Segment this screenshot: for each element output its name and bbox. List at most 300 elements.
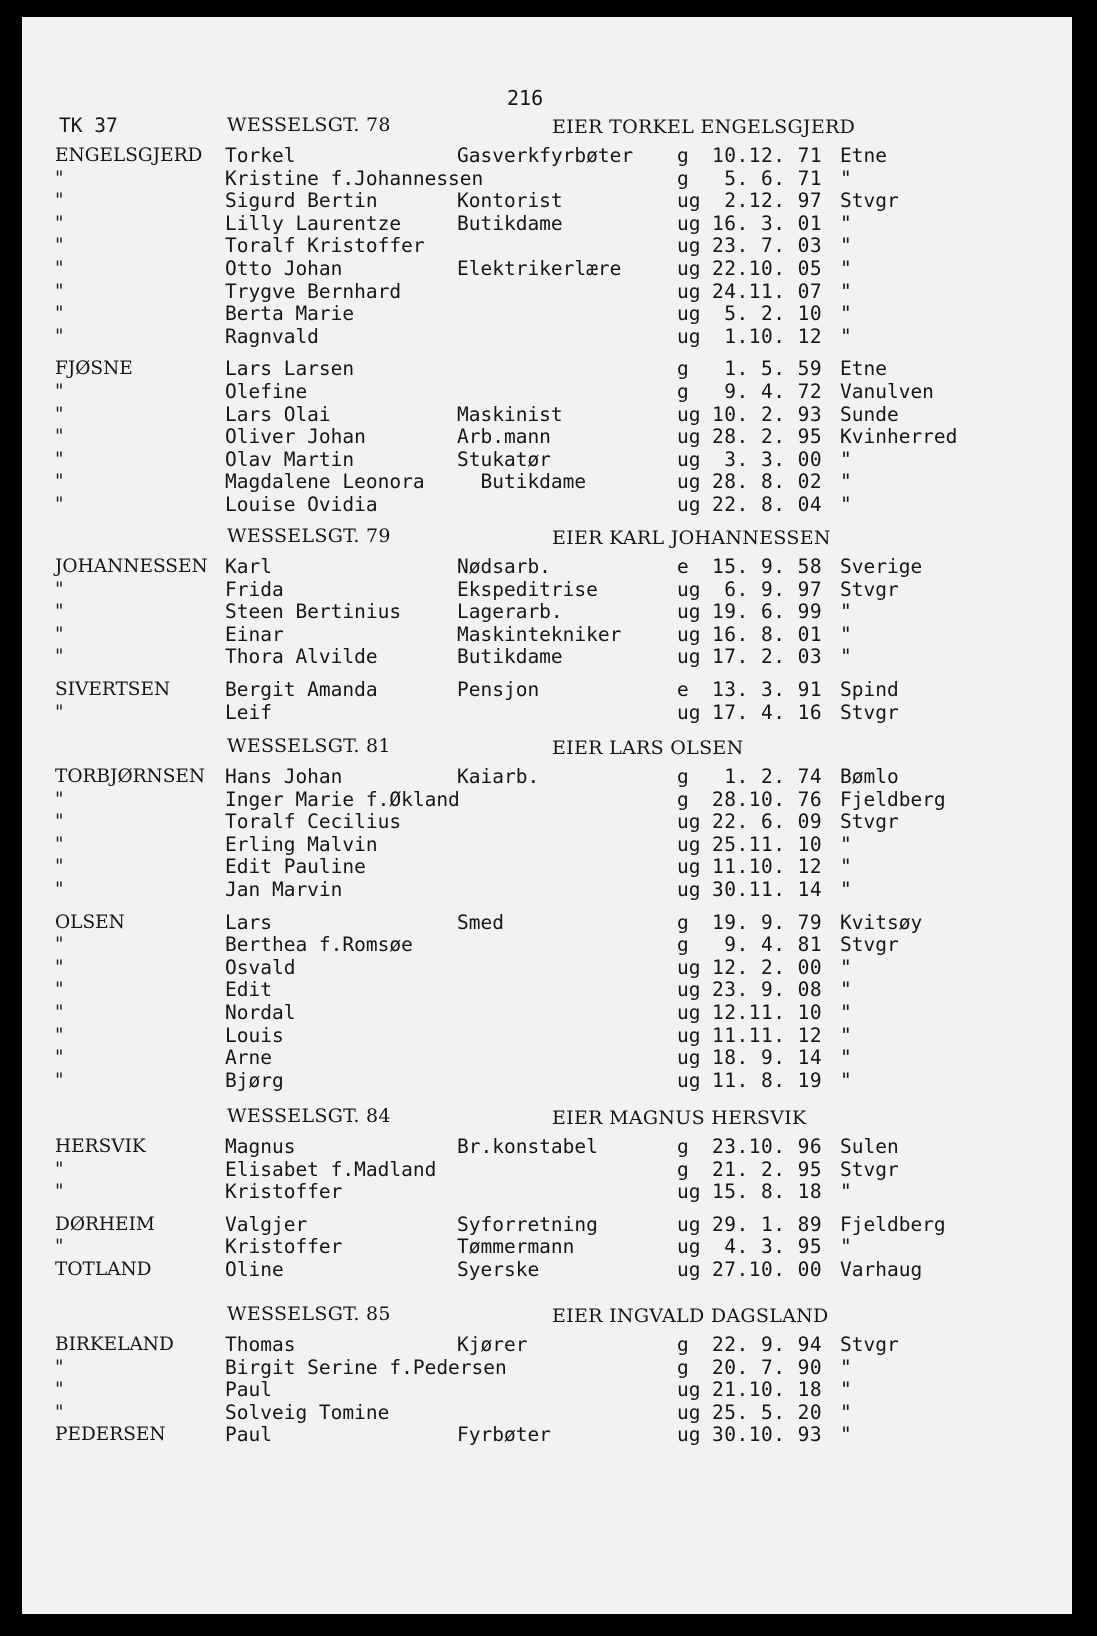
birth-date: 5. 2. 10 xyxy=(712,302,823,326)
given-name: Steen Bertinius xyxy=(225,600,402,624)
resident-row xyxy=(22,493,1072,516)
birth-date: 28. 8. 02 xyxy=(712,470,823,494)
marital-status: ug xyxy=(677,577,701,601)
birth-place: Fjeldberg xyxy=(840,787,946,811)
given-name: Edit Pauline xyxy=(225,855,366,879)
marital-status: ug xyxy=(677,855,701,879)
birth-date: 23.10. 96 xyxy=(712,1135,823,1158)
birth-date: 10.12. 71 xyxy=(712,144,823,167)
marital-status: ug xyxy=(677,622,701,646)
birth-place: " xyxy=(840,1180,852,1204)
birth-place: " xyxy=(840,492,852,516)
occupation: Kontorist xyxy=(457,189,563,213)
birth-date: 24.11. 07 xyxy=(712,279,823,303)
marital-status: g xyxy=(677,166,689,190)
birth-place: " xyxy=(840,1400,852,1424)
surname: " xyxy=(55,856,64,878)
address-section xyxy=(22,1105,1072,1281)
street-address: WESSELSGT. 79 xyxy=(227,525,391,547)
birth-place: " xyxy=(840,324,852,348)
birth-date: 22.10. 05 xyxy=(712,256,823,280)
marital-status: g xyxy=(677,1157,689,1181)
birth-place: " xyxy=(840,211,852,235)
given-name: Edit xyxy=(225,978,272,1002)
given-name: Magnus xyxy=(225,1135,296,1158)
marital-status: g xyxy=(677,910,689,934)
given-name: Lars Olai xyxy=(225,402,331,426)
birth-date: 22. 8. 04 xyxy=(712,492,823,516)
birth-date: 5. 6. 71 xyxy=(712,166,823,190)
given-name: Thomas xyxy=(225,1333,296,1356)
owner-name: EIER MAGNUS HERSVIK xyxy=(552,1107,807,1129)
given-name: Otto Johan xyxy=(225,256,343,280)
birth-date: 13. 3. 91 xyxy=(712,677,823,701)
marital-status: ug xyxy=(677,1046,701,1070)
birth-date: 17. 4. 16 xyxy=(712,700,823,724)
given-name: Lars Larsen xyxy=(225,357,355,381)
surname: " xyxy=(55,190,64,212)
birth-place: Spind xyxy=(840,677,899,701)
birth-place: " xyxy=(840,1378,852,1402)
given-name: Thora Alvilde xyxy=(225,645,378,669)
surname: " xyxy=(55,380,64,402)
marital-status: ug xyxy=(677,1023,701,1047)
occupation: Elektrikerlære xyxy=(457,256,622,280)
resident-row xyxy=(22,189,1072,212)
occupation: Maskintekniker xyxy=(457,622,622,646)
occupation: Tømmermann xyxy=(457,1235,575,1259)
street-address: WESSELSGT. 85 xyxy=(227,1303,391,1325)
resident-row xyxy=(22,765,1072,788)
given-name: Einar xyxy=(225,622,284,646)
given-name: Berthea f.Romsøe xyxy=(225,933,413,957)
resident-row xyxy=(22,212,1072,235)
birth-date: 16. 8. 01 xyxy=(712,622,823,646)
surname: PEDERSEN xyxy=(55,1424,166,1446)
birth-place: " xyxy=(840,256,852,280)
given-name: Oliver Johan xyxy=(225,425,366,449)
marital-status: ug xyxy=(677,700,701,724)
birth-date: 19. 9. 79 xyxy=(712,910,823,934)
surname: " xyxy=(55,1024,64,1046)
given-name: Nordal xyxy=(225,1000,296,1024)
birth-place: " xyxy=(840,447,852,471)
marital-status: g xyxy=(677,1135,689,1158)
marital-status: ug xyxy=(677,470,701,494)
birth-date: 1. 2. 74 xyxy=(712,765,823,788)
birth-place: Sulen xyxy=(840,1135,899,1158)
resident-row xyxy=(22,1024,1072,1047)
birth-date: 18. 9. 14 xyxy=(712,1046,823,1070)
resident-row xyxy=(22,257,1072,280)
resident-row xyxy=(22,555,1072,578)
occupation: Maskinist xyxy=(457,402,563,426)
birth-date: 11. 8. 19 xyxy=(712,1068,823,1092)
marital-status: g xyxy=(677,1333,689,1356)
marital-status: e xyxy=(677,677,689,701)
resident-row xyxy=(22,1001,1072,1024)
given-name: Toralf Cecilius xyxy=(225,810,402,834)
given-name: Erling Malvin xyxy=(225,832,378,856)
marital-status: g xyxy=(677,144,689,167)
occupation: Nødsarb. xyxy=(457,555,551,578)
section-header xyxy=(22,735,1072,765)
birth-date: 3. 3. 00 xyxy=(712,447,823,471)
marital-status: ug xyxy=(677,1378,701,1402)
birth-place: Kvitsøy xyxy=(840,910,923,934)
given-name: Elisabet f.Madland xyxy=(225,1157,437,1181)
birth-place: " xyxy=(840,978,852,1002)
birth-place: " xyxy=(840,600,852,624)
page-number: 216 xyxy=(507,86,544,110)
occupation: Butikdame xyxy=(457,470,587,494)
birth-date: 17. 2. 03 xyxy=(712,645,823,669)
marital-status: ug xyxy=(677,402,701,426)
birth-date: 25.11. 10 xyxy=(712,832,823,856)
given-name: Jan Marvin xyxy=(225,877,343,901)
given-name: Louis xyxy=(225,1023,284,1047)
marital-status: g xyxy=(677,933,689,957)
surname: " xyxy=(55,788,64,810)
birth-place: Stvgr xyxy=(840,700,899,724)
birth-date: 9. 4. 81 xyxy=(712,933,823,957)
birth-place: " xyxy=(840,622,852,646)
occupation: Br.konstabel xyxy=(457,1135,598,1158)
marital-status: ug xyxy=(677,302,701,326)
marital-status: ug xyxy=(677,1180,701,1204)
marital-status: ug xyxy=(677,211,701,235)
birth-date: 27.10. 00 xyxy=(712,1257,823,1281)
marital-status: ug xyxy=(677,279,701,303)
birth-date: 12. 2. 00 xyxy=(712,955,823,979)
marital-status: ug xyxy=(677,1000,701,1024)
birth-place: " xyxy=(840,877,852,901)
birth-place: " xyxy=(840,234,852,258)
marital-status: ug xyxy=(677,425,701,449)
resident-row xyxy=(22,1258,1072,1281)
birth-date: 22. 9. 94 xyxy=(712,1333,823,1356)
resident-row xyxy=(22,1401,1072,1424)
given-name: Valgjer xyxy=(225,1212,308,1236)
surname: " xyxy=(55,601,64,623)
surname: " xyxy=(55,956,64,978)
birth-place: Stvgr xyxy=(840,1333,899,1356)
birth-date: 29. 1. 89 xyxy=(712,1212,823,1236)
marital-status: ug xyxy=(677,645,701,669)
resident-row xyxy=(22,678,1072,701)
birth-place: " xyxy=(840,645,852,669)
birth-place: " xyxy=(840,1423,852,1447)
marital-status: ug xyxy=(677,810,701,834)
birth-place: Fjeldberg xyxy=(840,1212,946,1236)
given-name: Ragnvald xyxy=(225,324,319,348)
birth-date: 21. 2. 95 xyxy=(712,1157,823,1181)
birth-place: Sverige xyxy=(840,555,923,578)
birth-place: " xyxy=(840,1235,852,1259)
birth-place: " xyxy=(840,279,852,303)
surname: " xyxy=(55,257,64,279)
surname: " xyxy=(55,1181,64,1203)
given-name: Toralf Kristoffer xyxy=(225,234,425,258)
surname: " xyxy=(55,811,64,833)
street-address: WESSELSGT. 78 xyxy=(227,114,391,136)
given-name: Inger Marie f.Økland xyxy=(225,787,460,811)
owner-name: EIER TORKEL ENGELSGJERD xyxy=(552,116,856,138)
occupation: Arb.mann xyxy=(457,425,551,449)
resident-row xyxy=(22,448,1072,471)
marital-status: ug xyxy=(677,1400,701,1424)
surname: " xyxy=(55,1158,64,1180)
given-name: Oline xyxy=(225,1257,284,1281)
surname: " xyxy=(55,325,64,347)
given-name: Paul xyxy=(225,1378,272,1402)
birth-date: 30.10. 93 xyxy=(712,1423,823,1447)
resident-row xyxy=(22,701,1072,724)
surname: ENGELSGJERD xyxy=(55,145,203,166)
surname: " xyxy=(55,646,64,668)
given-name: Kristoffer xyxy=(225,1235,343,1259)
birth-place: " xyxy=(840,470,852,494)
birth-date: 20. 7. 90 xyxy=(712,1355,823,1379)
surname: " xyxy=(55,934,64,956)
given-name: Bergit Amanda xyxy=(225,677,378,701)
marital-status: ug xyxy=(677,1257,701,1281)
given-name: Louise Ovidia xyxy=(225,492,378,516)
resident-row xyxy=(22,810,1072,833)
resident-row xyxy=(22,1423,1072,1446)
given-name: Kristine f.Johannessen xyxy=(225,166,484,190)
birth-date: 9. 4. 72 xyxy=(712,379,823,403)
resident-row xyxy=(22,144,1072,167)
surname: " xyxy=(55,426,64,448)
given-name: Birgit Serine f.Pedersen xyxy=(225,1355,507,1379)
resident-row xyxy=(22,234,1072,257)
owner-name: EIER LARS OLSEN xyxy=(552,737,744,759)
occupation: Kaiarb. xyxy=(457,765,540,788)
resident-row xyxy=(22,833,1072,856)
marital-status: ug xyxy=(677,324,701,348)
birth-place: " xyxy=(840,855,852,879)
birth-place: Bømlo xyxy=(840,765,899,788)
address-section xyxy=(22,114,1072,516)
given-name: Kristoffer xyxy=(225,1180,343,1204)
owner-name: EIER KARL JOHANNESSEN xyxy=(552,527,831,549)
marital-status: ug xyxy=(677,600,701,624)
birth-place: Stvgr xyxy=(840,810,899,834)
surname: " xyxy=(55,878,64,900)
resident-row xyxy=(22,325,1072,348)
birth-place: Varhaug xyxy=(840,1257,923,1281)
marital-status: g xyxy=(677,357,689,381)
birth-place: " xyxy=(840,1023,852,1047)
resident-row xyxy=(22,645,1072,668)
surname: " xyxy=(55,1236,64,1258)
birth-place: " xyxy=(840,1000,852,1024)
section-header xyxy=(22,525,1072,555)
surname: DØRHEIM xyxy=(55,1213,155,1235)
given-name: Lilly Laurentze xyxy=(225,211,402,235)
address-section xyxy=(22,735,1072,1091)
birth-date: 1. 5. 59 xyxy=(712,357,823,381)
given-name: Leif xyxy=(225,700,272,724)
given-name: Hans Johan xyxy=(225,765,343,788)
surname: " xyxy=(55,623,64,645)
surname: " xyxy=(55,1001,64,1023)
birth-place: " xyxy=(840,1355,852,1379)
surname: HERSVIK xyxy=(55,1136,146,1157)
occupation: Butikdame xyxy=(457,645,563,669)
surname: " xyxy=(55,1069,64,1091)
birth-date: 23. 7. 03 xyxy=(712,234,823,258)
birth-date: 15. 9. 58 xyxy=(712,555,823,578)
resident-row xyxy=(22,1356,1072,1379)
surname: " xyxy=(55,1401,64,1423)
resident-row xyxy=(22,1235,1072,1258)
birth-place: " xyxy=(840,955,852,979)
resident-row xyxy=(22,1378,1072,1401)
resident-row xyxy=(22,280,1072,303)
surname: JOHANNESSEN xyxy=(55,556,208,577)
resident-row xyxy=(22,600,1072,623)
birth-place: Stvgr xyxy=(840,577,899,601)
street-address: WESSELSGT. 84 xyxy=(227,1105,391,1127)
surname: " xyxy=(55,1379,64,1401)
occupation: Syforretning xyxy=(457,1212,598,1236)
occupation: Pensjon xyxy=(457,677,540,701)
resident-row xyxy=(22,403,1072,426)
given-name: Lars xyxy=(225,910,272,934)
birth-place: Etne xyxy=(840,144,887,167)
given-name: Olefine xyxy=(225,379,308,403)
marital-status: ug xyxy=(677,256,701,280)
marital-status: g xyxy=(677,787,689,811)
resident-row xyxy=(22,425,1072,448)
marital-status: ug xyxy=(677,447,701,471)
given-name: Torkel xyxy=(225,144,296,167)
surname: " xyxy=(55,167,64,189)
surname: " xyxy=(55,403,64,425)
marital-status: ug xyxy=(677,955,701,979)
birth-date: 2.12. 97 xyxy=(712,189,823,213)
resident-row xyxy=(22,380,1072,403)
occupation: Ekspeditrise xyxy=(457,577,598,601)
marital-status: g xyxy=(677,765,689,788)
surname: " xyxy=(55,578,64,600)
resident-row xyxy=(22,470,1072,493)
surname: " xyxy=(55,303,64,325)
marital-status: ug xyxy=(677,1212,701,1236)
surname: " xyxy=(55,448,64,470)
marital-status: ug xyxy=(677,1423,701,1447)
birth-place: Sunde xyxy=(840,402,899,426)
birth-date: 25. 5. 20 xyxy=(712,1400,823,1424)
marital-status: ug xyxy=(677,832,701,856)
resident-row xyxy=(22,788,1072,811)
given-name: Olav Martin xyxy=(225,447,355,471)
surname: " xyxy=(55,280,64,302)
birth-date: 10. 2. 93 xyxy=(712,402,823,426)
tk-label: TK 37 xyxy=(59,114,118,137)
resident-row xyxy=(22,1069,1072,1092)
birth-place: Stvgr xyxy=(840,189,899,213)
occupation: Lagerarb. xyxy=(457,600,563,624)
birth-date: 23. 9. 08 xyxy=(712,978,823,1002)
resident-row xyxy=(22,578,1072,601)
section-header xyxy=(22,1303,1072,1333)
birth-place: " xyxy=(840,1046,852,1070)
resident-row xyxy=(22,623,1072,646)
document-page xyxy=(22,17,1072,1614)
occupation: Butikdame xyxy=(457,211,563,235)
marital-status: ug xyxy=(677,978,701,1002)
occupation: Kjører xyxy=(457,1333,528,1356)
occupation: Stukatør xyxy=(457,447,551,471)
resident-row xyxy=(22,978,1072,1001)
occupation: Fyrbøter xyxy=(457,1423,551,1447)
birth-place: Vanulven xyxy=(840,379,934,403)
birth-date: 6. 9. 97 xyxy=(712,577,823,601)
surname: " xyxy=(55,701,64,723)
surname: " xyxy=(55,1356,64,1378)
given-name: Karl xyxy=(225,555,272,578)
surname: " xyxy=(55,235,64,257)
resident-row xyxy=(22,1333,1072,1356)
resident-row xyxy=(22,911,1072,934)
given-name: Frida xyxy=(225,577,284,601)
birth-place: " xyxy=(840,302,852,326)
birth-place: " xyxy=(840,832,852,856)
given-name: Solveig Tomine xyxy=(225,1400,390,1424)
resident-row xyxy=(22,1158,1072,1181)
resident-row xyxy=(22,1213,1072,1236)
given-name: Osvald xyxy=(225,955,296,979)
section-header xyxy=(22,114,1072,144)
birth-date: 4. 3. 95 xyxy=(712,1235,823,1259)
street-address: WESSELSGT. 81 xyxy=(227,735,391,757)
birth-date: 15. 8. 18 xyxy=(712,1180,823,1204)
resident-row xyxy=(22,855,1072,878)
birth-date: 16. 3. 01 xyxy=(712,211,823,235)
given-name: Sigurd Bertin xyxy=(225,189,378,213)
given-name: Magdalene Leonora xyxy=(225,470,425,494)
given-name: Berta Marie xyxy=(225,302,355,326)
surname: " xyxy=(55,493,64,515)
birth-place: " xyxy=(840,166,852,190)
occupation: Smed xyxy=(457,910,504,934)
surname: " xyxy=(55,1047,64,1069)
birth-date: 21.10. 18 xyxy=(712,1378,823,1402)
surname: FJØSNE xyxy=(55,358,133,380)
address-section xyxy=(22,525,1072,723)
surname: " xyxy=(55,833,64,855)
birth-date: 12.11. 10 xyxy=(712,1000,823,1024)
resident-row xyxy=(22,878,1072,901)
surname: SIVERTSEN xyxy=(55,678,171,700)
marital-status: ug xyxy=(677,492,701,516)
marital-status: ug xyxy=(677,189,701,213)
resident-row xyxy=(22,956,1072,979)
section-header xyxy=(22,1105,1072,1135)
birth-date: 28.10. 76 xyxy=(712,787,823,811)
marital-status: ug xyxy=(677,1068,701,1092)
resident-row xyxy=(22,1135,1072,1158)
resident-row xyxy=(22,1180,1072,1203)
birth-place: Kvinherred xyxy=(840,425,958,449)
given-name: Arne xyxy=(225,1046,272,1070)
birth-place: Stvgr xyxy=(840,933,899,957)
resident-row xyxy=(22,1046,1072,1069)
surname: OLSEN xyxy=(55,911,125,933)
